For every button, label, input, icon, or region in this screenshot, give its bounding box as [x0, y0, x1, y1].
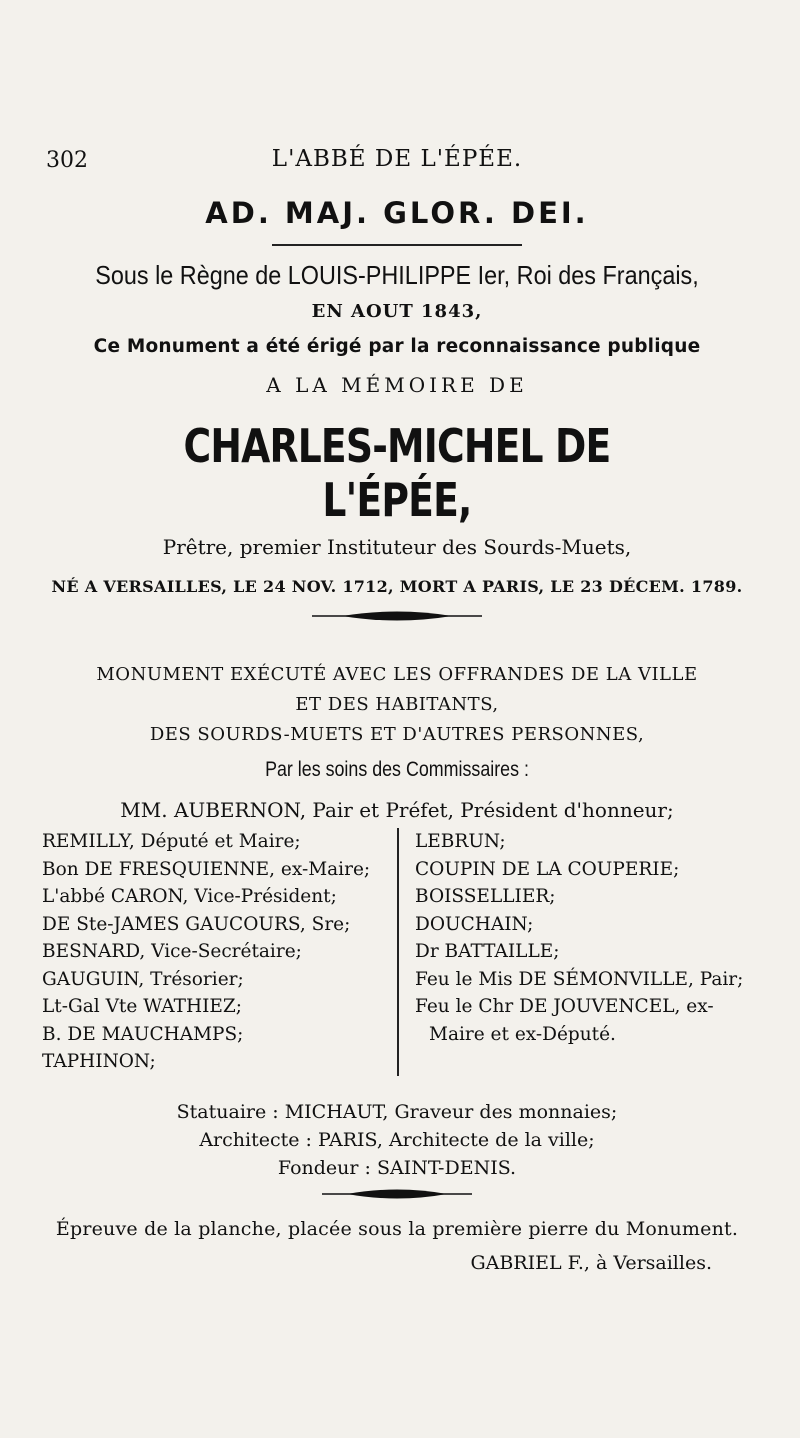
credit-line: Architecte : PARIS, Architecte de la ville; [199, 1128, 595, 1151]
commissioner: COUPIN DE LA COUPERIE; [415, 858, 680, 880]
credit-line: Statuaire : MICHAUT, Graveur des monnaies; [176, 1100, 618, 1123]
memory-line: A LA MÉMOIRE DE [266, 373, 528, 397]
commissioner: REMILLY, Député et Maire; [42, 831, 301, 852]
monument-statement [42, 660, 752, 750]
credit-line: Fondeur : SAINT-DENIS. [277, 1156, 517, 1179]
monument-line: DES SOURDS-MUETS ET D'AUTRES PERSONNES, [149, 724, 645, 745]
commissioner: DE Ste-JAMES GAUCOURS, Sre; [42, 913, 351, 935]
monument-line: ET DES HABITANTS, [295, 694, 499, 715]
honorary-president: MM. AUBERNON, Pair et Préfet, Président d'honneur; [120, 798, 674, 822]
commissioner: BOISSELLIER; [415, 886, 556, 907]
commissioner: LEBRUN; [415, 831, 506, 852]
care-of-line: Par les soins des Commissaires : [265, 758, 529, 781]
monument-line: MONUMENT EXÉCUTÉ AVEC LES OFFRANDES DE LA VILLE [96, 664, 698, 685]
page-number: 302 [46, 148, 88, 173]
honoree-name: CHARLES-MICHEL DE L'ÉPÉE, [183, 419, 611, 527]
commissioner: Feu le Chr DE JOUVENCEL, ex- [415, 996, 714, 1017]
running-title: L'ABBÉ DE L'ÉPÉE. [271, 146, 523, 172]
page-header [42, 140, 752, 180]
commissioner: Feu le Mis DE SÉMONVILLE, Pair; [415, 968, 744, 990]
engraver-signature: GABRIEL F., à Versailles. [470, 1251, 712, 1274]
commissioner: Maire et ex-Député. [429, 1023, 616, 1045]
ornament-divider-icon [322, 1188, 472, 1200]
erected-line: Ce Monument a été érigé par la reconnaissance publique [93, 336, 701, 357]
honoree-title: Prêtre, premier Instituteur des Sourds-Muets, [162, 535, 632, 559]
commissioner: Dr BATTAILLE; [415, 941, 560, 962]
commissioner: Lt-Gal Vte WATHIEZ; [42, 996, 243, 1017]
commissioner: B. DE MAUCHAMPS; [42, 1023, 244, 1045]
commissioners-left-column [42, 828, 397, 1076]
commissioner: Bon DE FRESQUIENNE, ex-Maire; [42, 858, 371, 880]
dedication: AD. MAJ. GLOR. DEI. [205, 196, 589, 230]
commissioner: L'abbé CARON, Vice-Président; [42, 886, 337, 907]
birth-death-line: NÉ A VERSAILLES, LE 24 NOV. 1712, MORT A PARIS, LE 23 DÉCEM. 1789. [51, 577, 743, 596]
divider-rule [272, 244, 522, 246]
date-line: EN AOUT 1843, [311, 301, 483, 322]
commissioners-right-column [397, 828, 743, 1076]
commissioner: BESNARD, Vice-Secrétaire; [42, 941, 302, 962]
commissioner: DOUCHAIN; [415, 913, 534, 935]
ornament-divider-icon [312, 610, 482, 622]
commissioners-list [42, 828, 752, 1076]
credits [42, 1098, 752, 1182]
proof-note: Épreuve de la planche, placée sous la première pierre du Monument. [55, 1217, 739, 1240]
commissioner: TAPHINON; [42, 1051, 156, 1072]
reign-line: Sous le Règne de LOUIS-PHILIPPE Ier, Roi des Français, [95, 260, 699, 290]
commissioner: GAUGUIN, Trésorier; [42, 968, 244, 990]
